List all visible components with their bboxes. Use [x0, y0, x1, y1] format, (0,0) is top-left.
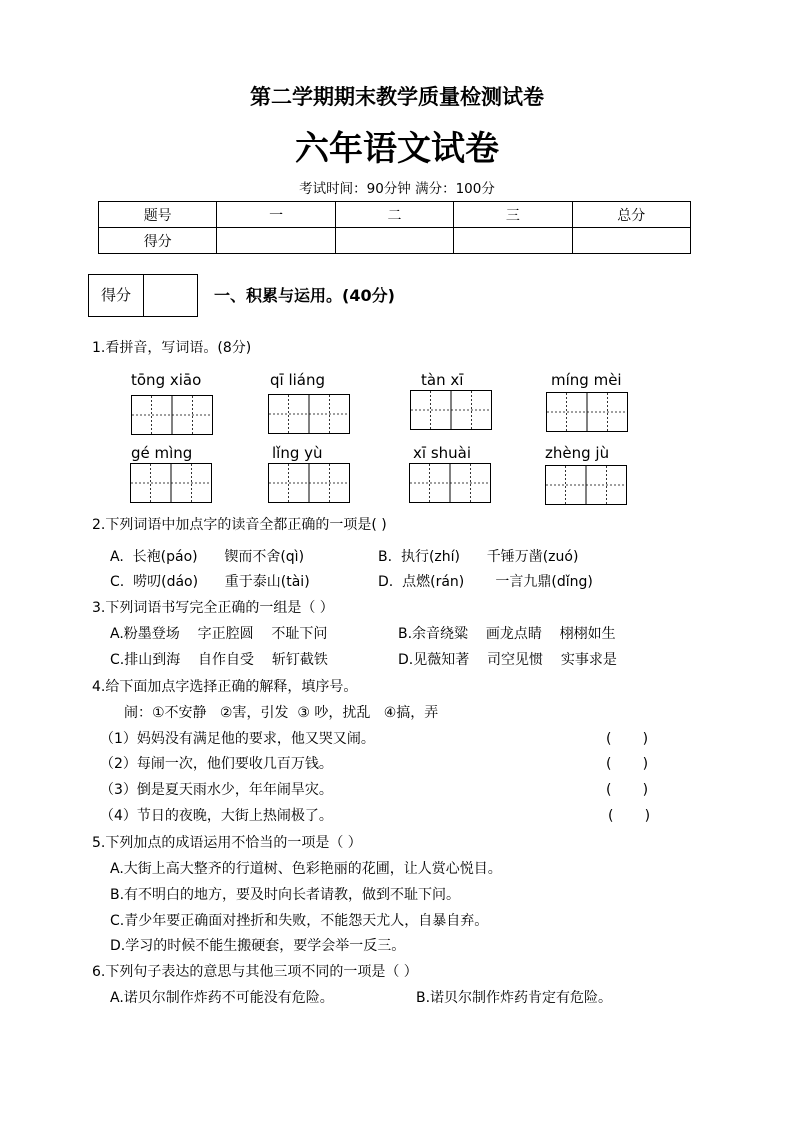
q3-option-c: C.排山到海 自作自受 斩钉截铁 — [110, 652, 328, 668]
score-cell[interactable] — [454, 228, 572, 254]
writing-grid[interactable] — [130, 463, 212, 503]
q2-option-d: D. 点燃(rán) 一言九鼎(dǐng) — [378, 574, 593, 590]
answer-blank[interactable]: ( ) — [606, 731, 649, 747]
answer-blank[interactable]: ( ) — [608, 808, 651, 824]
score-table — [98, 201, 691, 254]
score-table-header: 二 — [335, 202, 453, 228]
writing-grid-svg — [130, 463, 212, 503]
writing-grid[interactable] — [131, 395, 213, 435]
score-table-header: 总分 — [572, 202, 690, 228]
q6-text: 6.下列句子表达的意思与其他三项不同的一项是（ ） — [92, 964, 418, 980]
q6-option-a: A.诺贝尔制作炸药不可能没有危险。 — [110, 990, 334, 1006]
q3-option-d: D.见薇知著 司空见惯 实事求是 — [398, 652, 617, 668]
score-table-header-row — [99, 202, 691, 228]
answer-blank[interactable]: ( ) — [606, 756, 649, 772]
pinyin-label: tōng xiāo — [131, 371, 202, 389]
q2-option-c: C. 唠叨(dáo) 重于泰山(tài) — [110, 574, 310, 590]
score-cell[interactable] — [335, 228, 453, 254]
score-table-score-row — [99, 228, 691, 254]
exam-subtitle: 第二学期期末教学质量检测试卷 — [250, 85, 544, 109]
score-table-header: 一 — [217, 202, 335, 228]
writing-grid[interactable] — [545, 465, 627, 505]
section1-score-box — [88, 274, 198, 317]
score-table-header: 三 — [454, 202, 572, 228]
q5-option-d: D.学习的时候不能生搬硬套，要学会举一反三。 — [110, 938, 406, 954]
exam-info: 考试时间：90分钟 满分：100分 — [299, 181, 495, 197]
score-cell[interactable] — [572, 228, 690, 254]
writing-grid-svg — [409, 463, 491, 503]
writing-grid[interactable] — [268, 463, 350, 503]
answer-blank[interactable]: ( ) — [606, 782, 649, 798]
q5-text: 5.下列加点的成语运用不恰当的一项是（ ） — [92, 835, 362, 851]
writing-grid[interactable] — [410, 390, 492, 430]
pinyin-label: lǐng yù — [272, 444, 323, 462]
section1-title: 一、积累与运用。(40分) — [214, 286, 395, 305]
pinyin-label: zhèng jù — [545, 444, 610, 462]
score-row-label: 得分 — [99, 228, 217, 254]
writing-grid-svg — [268, 463, 350, 503]
q1-text: 1.看拼音，写词语。(8分) — [92, 340, 252, 356]
q4-item: （1）妈妈没有满足他的要求，他又哭又闹。 — [100, 731, 375, 747]
score-cell[interactable] — [217, 228, 335, 254]
pinyin-label: xī shuài — [413, 444, 472, 462]
q4-item: （4）节日的夜晚，大街上热闹极了。 — [100, 808, 333, 824]
q5-option-b: B.有不明白的地方，要及时向长者请教，做到不耻下问。 — [110, 887, 461, 903]
writing-grid-svg — [268, 394, 350, 434]
q4-item: （2）每闹一次，他们要收几百万钱。 — [100, 756, 333, 772]
q2-option-a: A. 长袍(páo) 锲而不舍(qì) — [110, 549, 305, 565]
q2-option-b: B. 执行(zhí) 千锤万凿(zuó) — [378, 549, 579, 565]
q3-text: 3.下列词语书写完全正确的一组是（ ） — [92, 600, 334, 616]
writing-grid-svg — [131, 395, 213, 435]
q5-option-c: C.青少年要正确面对挫折和失败，不能怨天尤人，自暴自弃。 — [110, 913, 489, 929]
writing-grid-svg — [410, 390, 492, 430]
q4-meanings: 闹：①不安静 ②害，引发 ③ 吵，扰乱 ④搞，弄 — [124, 705, 439, 721]
writing-grid[interactable] — [546, 392, 628, 432]
q4-item: （3）倒是夏天雨水少，年年闹旱灾。 — [100, 782, 333, 798]
score-table-header: 题号 — [99, 202, 217, 228]
pinyin-label: míng mèi — [551, 371, 622, 389]
q2-text: 2.下列词语中加点字的读音全都正确的一项是( ) — [92, 517, 387, 533]
q6-option-b: B.诺贝尔制作炸药肯定有危险。 — [416, 990, 613, 1006]
q3-option-b: B.余音绕粱 画龙点睛 栩栩如生 — [398, 626, 616, 642]
q4-text: 4.给下面加点字选择正确的解释，填序号。 — [92, 679, 358, 695]
pinyin-label: gé mìng — [131, 444, 193, 462]
writing-grid[interactable] — [409, 463, 491, 503]
exam-title: 六年语文试卷 — [295, 129, 499, 169]
q5-option-a: A.大街上高大整齐的行道树、色彩艳丽的花圃，让人赏心悦目。 — [110, 861, 502, 877]
writing-grid-svg — [546, 392, 628, 432]
writing-grid[interactable] — [268, 394, 350, 434]
q3-option-a: A.粉墨登场 字正腔圆 不耻下问 — [110, 626, 328, 642]
section1-score-label: 得分 — [89, 275, 144, 316]
writing-grid-svg — [545, 465, 627, 505]
pinyin-label: qī liáng — [270, 371, 326, 389]
pinyin-label: tàn xī — [421, 371, 464, 389]
